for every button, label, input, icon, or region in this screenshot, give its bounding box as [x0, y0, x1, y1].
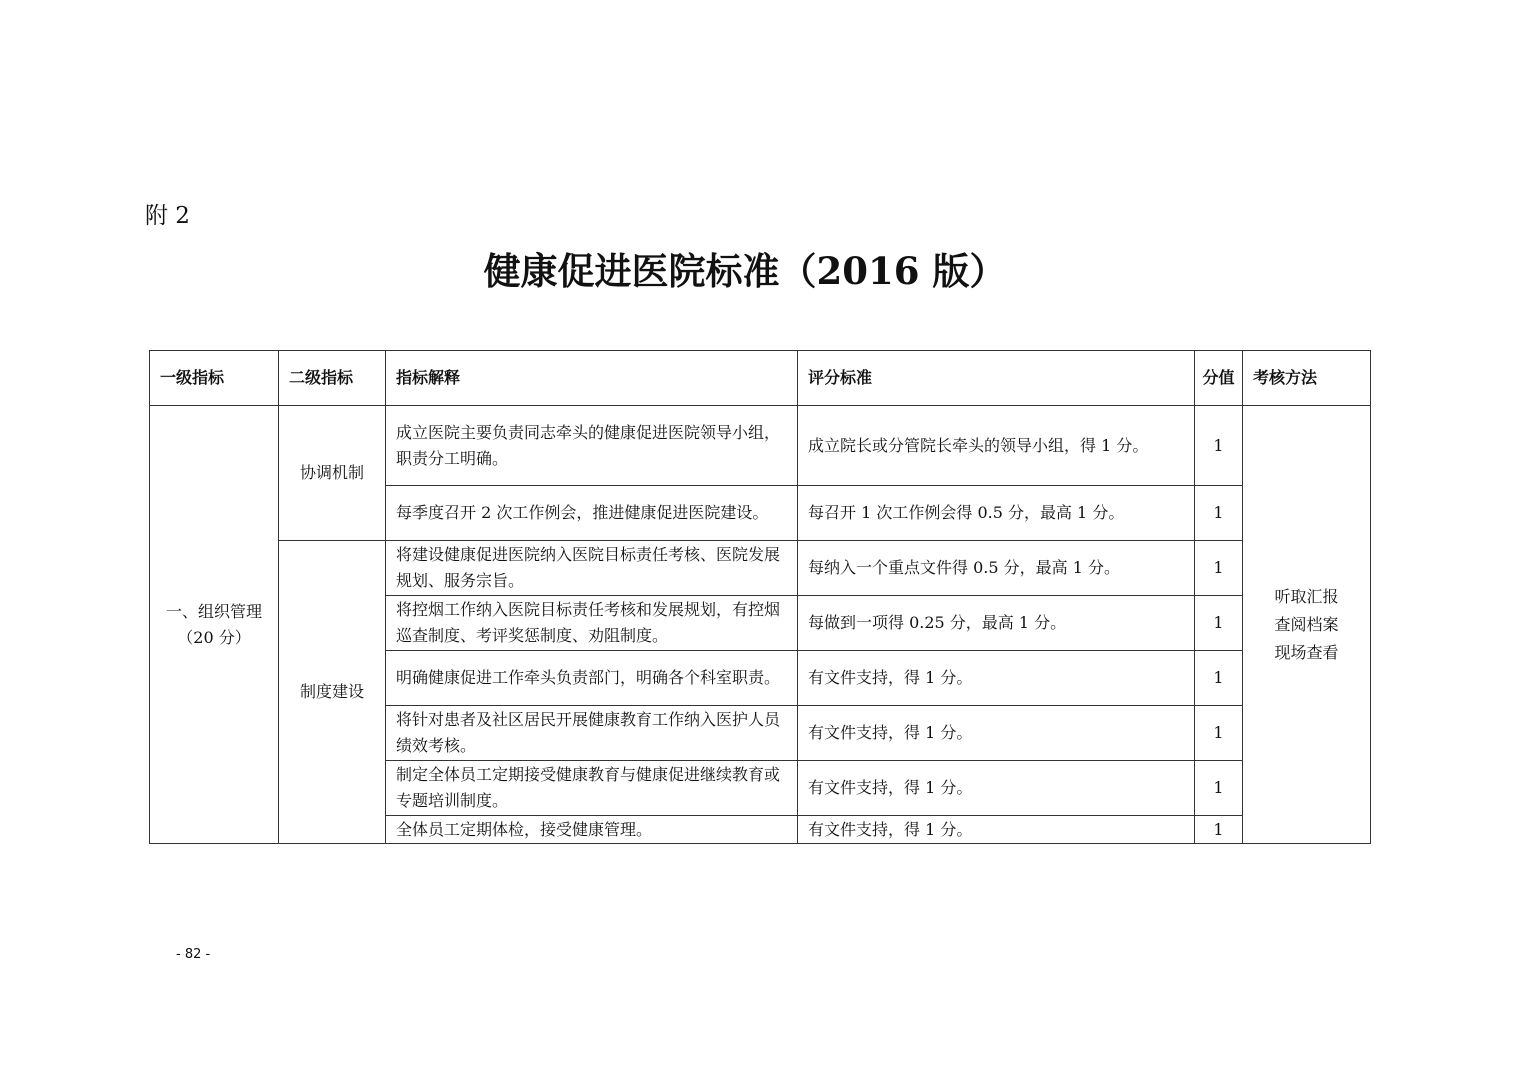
table-row: [150, 406, 1371, 486]
level1-name: 一、组织管理: [165, 601, 262, 621]
score-cell: 1: [1195, 706, 1243, 761]
criteria-cell: 有文件支持，得 1 分。: [798, 761, 1195, 816]
header-level1: 一级指标: [150, 351, 279, 406]
header-method: 考核方法: [1243, 351, 1371, 406]
score-cell: 1: [1195, 541, 1243, 596]
header-score: 分值: [1195, 351, 1243, 406]
explanation-cell: 明确健康促进工作牵头负责部门，明确各个科室职责。: [386, 651, 798, 706]
criteria-cell: 每纳入一个重点文件得 0.5 分，最高 1 分。: [798, 541, 1195, 596]
score-cell: 1: [1195, 486, 1243, 541]
score-cell: 1: [1195, 816, 1243, 844]
score-cell: 1: [1195, 761, 1243, 816]
explanation-cell: 每季度召开 2 次工作例会，推进健康促进医院建设。: [386, 486, 798, 541]
level1-points: （20 分）: [177, 627, 251, 647]
header-criteria: 评分标准: [798, 351, 1195, 406]
explanation-cell: 将建设健康促进医院纳入医院目标责任考核、医院发展规划、服务宗旨。: [386, 541, 798, 596]
table-header-row: [150, 351, 1371, 406]
method-cell: [1243, 406, 1371, 844]
level2-cell: 制度建设: [279, 541, 386, 844]
standards-table: [149, 350, 1371, 844]
header-level2: 二级指标: [279, 351, 386, 406]
method-line: 现场查看: [1274, 642, 1339, 662]
criteria-cell: 有文件支持，得 1 分。: [798, 651, 1195, 706]
header-explanation: 指标解释: [386, 351, 798, 406]
explanation-cell: 将针对患者及社区居民开展健康教育工作纳入医护人员绩效考核。: [386, 706, 798, 761]
page-number: - 82 -: [176, 947, 211, 962]
attachment-label: 附 2: [145, 203, 190, 229]
method-line: 查阅档案: [1274, 614, 1339, 634]
explanation-cell: 成立医院主要负责同志牵头的健康促进医院领导小组，职责分工明确。: [386, 406, 798, 486]
score-cell: 1: [1195, 651, 1243, 706]
explanation-cell: 制定全体员工定期接受健康教育与健康促进继续教育或专题培训制度。: [386, 761, 798, 816]
score-cell: 1: [1195, 406, 1243, 486]
criteria-cell: 每召开 1 次工作例会得 0.5 分，最高 1 分。: [798, 486, 1195, 541]
criteria-cell: 成立院长或分管院长牵头的领导小组，得 1 分。: [798, 406, 1195, 486]
level2-cell: 协调机制: [279, 406, 386, 541]
score-cell: 1: [1195, 596, 1243, 651]
method-line: 听取汇报: [1274, 586, 1339, 606]
criteria-cell: 每做到一项得 0.25 分，最高 1 分。: [798, 596, 1195, 651]
document-title: 健康促进医院标准（2016 版）: [483, 249, 1007, 293]
explanation-cell: 将控烟工作纳入医院目标责任考核和发展规划，有控烟巡查制度、考评奖惩制度、劝阻制度。: [386, 596, 798, 651]
level1-cell: [150, 406, 279, 844]
table-row: [150, 541, 1371, 596]
explanation-cell: 全体员工定期体检，接受健康管理。: [386, 816, 798, 844]
criteria-cell: 有文件支持，得 1 分。: [798, 816, 1195, 844]
criteria-cell: 有文件支持，得 1 分。: [798, 706, 1195, 761]
